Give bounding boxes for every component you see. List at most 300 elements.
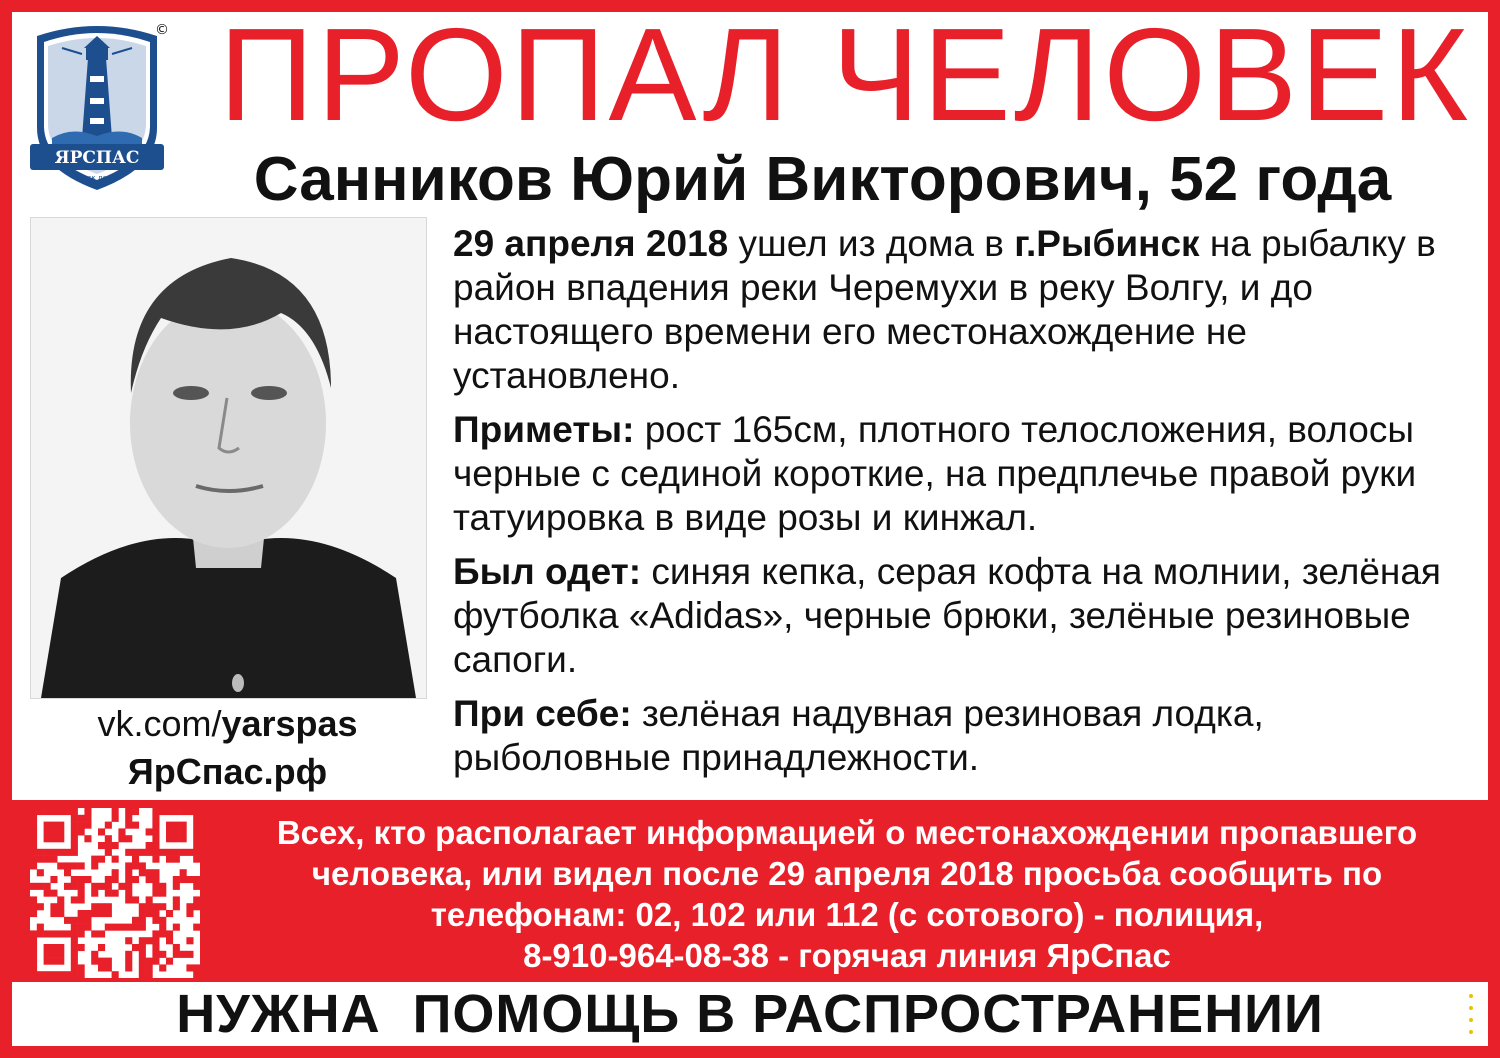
qr-module — [57, 896, 64, 903]
qr-module — [105, 876, 112, 883]
qr-module — [64, 849, 71, 856]
qr-module — [173, 924, 180, 931]
qr-module — [98, 903, 105, 910]
qr-module — [44, 849, 51, 856]
qr-module — [30, 849, 37, 856]
qr-module — [37, 924, 44, 931]
qr-module — [152, 930, 159, 937]
qr-module — [84, 910, 91, 917]
qr-module — [78, 876, 85, 883]
qr-module — [71, 924, 78, 931]
qr-module — [91, 862, 98, 869]
qr-module — [146, 964, 153, 971]
qr-module — [105, 890, 112, 897]
qr-module — [193, 822, 200, 829]
logo-tagline: поиск детей — [74, 174, 120, 182]
qr-module — [84, 815, 91, 822]
qr-module — [180, 876, 187, 883]
qr-module — [152, 910, 159, 917]
qr-module — [125, 822, 132, 829]
qr-module — [125, 835, 132, 842]
qr-module — [105, 849, 112, 856]
qr-module — [152, 808, 159, 815]
appeal-line-3: телефонам: 02, 102 или 112 (с сотового) - полиция, — [430, 896, 1264, 933]
qr-module — [152, 822, 159, 829]
qr-module — [159, 924, 166, 931]
qr-module — [193, 903, 200, 910]
qr-module — [78, 924, 85, 931]
qr-module — [180, 869, 187, 876]
qr-module — [44, 944, 51, 951]
qr-module — [78, 917, 85, 924]
qr-module — [152, 842, 159, 849]
qr-module — [44, 930, 51, 937]
qr-module — [98, 964, 105, 971]
circumstances-text-a: ушел из дома в — [728, 223, 1015, 264]
qr-module — [152, 815, 159, 822]
qr-module — [166, 822, 173, 829]
qr-module — [132, 876, 139, 883]
hotline-text: - горячая линия ЯрСпас — [768, 937, 1171, 974]
qr-module — [78, 883, 85, 890]
description — [453, 222, 1483, 790]
qr-module — [78, 828, 85, 835]
qr-module — [64, 862, 71, 869]
qr-module — [173, 903, 180, 910]
vk-prefix: vk.com/ — [97, 703, 222, 744]
qr-module — [37, 930, 44, 937]
qr-module — [173, 849, 180, 856]
qr-module — [159, 964, 166, 971]
poster-title: ПРОПАЛ ЧЕЛОВЕК — [218, 1, 1472, 148]
qr-module — [50, 951, 57, 958]
qr-module — [44, 958, 51, 965]
qr-module — [112, 856, 119, 863]
qr-module — [125, 924, 132, 931]
appeal-line-1: Всех, кто располагает информацией о местонахождении пропавшего — [276, 814, 1418, 851]
qr-module — [186, 876, 193, 883]
qr-module — [193, 849, 200, 856]
qr-module — [146, 971, 153, 978]
qr-module — [146, 903, 153, 910]
qr-module — [78, 890, 85, 897]
qr-module — [159, 890, 166, 897]
qr-module — [173, 951, 180, 958]
qr-module — [193, 835, 200, 842]
qr-module — [152, 890, 159, 897]
qr-module — [193, 808, 200, 815]
qr-module — [78, 815, 85, 822]
qr-module — [78, 822, 85, 829]
qr-module — [166, 835, 173, 842]
qr-module — [146, 937, 153, 944]
qr-module — [64, 808, 71, 815]
qr-module — [78, 971, 85, 978]
hotline-number[interactable]: 8-910-964-08-38 — [523, 937, 769, 974]
qr-module — [57, 971, 64, 978]
qr-module — [118, 835, 125, 842]
qr-module — [37, 971, 44, 978]
qr-module — [78, 910, 85, 917]
qr-module — [84, 835, 91, 842]
qr-module — [193, 896, 200, 903]
qr-module — [91, 930, 98, 937]
copyright-mark: © — [155, 22, 169, 38]
qr-module — [78, 862, 85, 869]
qr-module — [37, 903, 44, 910]
qr-module — [71, 917, 78, 924]
qr-module — [159, 883, 166, 890]
qr-module — [152, 869, 159, 876]
qr-module — [30, 808, 37, 815]
qr-module — [91, 883, 98, 890]
qr-module — [132, 856, 139, 863]
qr-module — [84, 876, 91, 883]
qr-module — [78, 964, 85, 971]
qr-module — [139, 849, 146, 856]
qr-module — [71, 937, 78, 944]
qr-module — [105, 903, 112, 910]
qr-module — [37, 808, 44, 815]
qr-module — [112, 815, 119, 822]
description-clothes — [453, 550, 1483, 682]
qr-module — [152, 958, 159, 965]
qr-module — [44, 828, 51, 835]
qr-module — [30, 910, 37, 917]
qr-module — [112, 890, 119, 897]
person-photo — [30, 217, 427, 699]
yarspas-logo — [22, 18, 172, 198]
person-name: Санников Юрий Викторович, 52 года — [253, 145, 1392, 214]
qr-module — [84, 917, 91, 924]
qr-module — [112, 971, 119, 978]
qr-module — [57, 910, 64, 917]
qr-module — [71, 835, 78, 842]
qr-module — [105, 822, 112, 829]
qr-module — [132, 924, 139, 931]
qr-module — [173, 883, 180, 890]
qr-module — [44, 890, 51, 897]
qr-module — [84, 822, 91, 829]
qr-module — [193, 856, 200, 863]
belongings-text: зелёная надувная резиновая лодка, рыболовные принадлежности. — [453, 693, 1264, 778]
qr-module — [84, 924, 91, 931]
qr-module — [30, 958, 37, 965]
qr-module — [139, 903, 146, 910]
qr-module — [57, 930, 64, 937]
qr-module — [50, 876, 57, 883]
qr-module — [57, 862, 64, 869]
qr-module — [57, 903, 64, 910]
vk-link[interactable] — [30, 702, 425, 746]
qr-module — [125, 951, 132, 958]
qr-module — [50, 958, 57, 965]
qr-module — [139, 964, 146, 971]
qr-module — [98, 883, 105, 890]
qr-module — [30, 815, 37, 822]
qr-module — [173, 876, 180, 883]
qr-module — [57, 849, 64, 856]
signs-label: Приметы: — [453, 409, 635, 450]
qr-module — [91, 890, 98, 897]
qr-module — [37, 883, 44, 890]
qr-module — [193, 815, 200, 822]
qr-module — [152, 835, 159, 842]
qr-module — [166, 910, 173, 917]
qr-module — [57, 944, 64, 951]
qr-module — [71, 883, 78, 890]
qr-module — [152, 937, 159, 944]
qr-module — [78, 944, 85, 951]
qr-module — [152, 944, 159, 951]
qr-module — [57, 835, 64, 842]
qr-module — [193, 924, 200, 931]
qr-module — [30, 930, 37, 937]
qr-module — [125, 937, 132, 944]
qr-module — [44, 808, 51, 815]
qr-module — [193, 828, 200, 835]
qr-module — [152, 828, 159, 835]
qr-module — [146, 910, 153, 917]
qr-module — [180, 822, 187, 829]
qr-module — [37, 869, 44, 876]
qr-module — [166, 937, 173, 944]
qr-module — [146, 958, 153, 965]
qr-module — [71, 958, 78, 965]
qr-module — [152, 903, 159, 910]
qr-module — [173, 896, 180, 903]
qr-module — [180, 951, 187, 958]
qr-module — [112, 924, 119, 931]
qr-module — [180, 835, 187, 842]
help-banner: НУЖНА ПОМОЩЬ В РАСПРОСТРАНЕНИИ — [176, 984, 1324, 1044]
qr-module — [112, 876, 119, 883]
qr-module — [71, 951, 78, 958]
qr-module — [30, 862, 37, 869]
qr-module — [112, 842, 119, 849]
qr-module — [118, 924, 125, 931]
qr-module — [91, 856, 98, 863]
qr-module — [30, 903, 37, 910]
qr-module — [125, 815, 132, 822]
qr-module — [105, 842, 112, 849]
qr-module — [125, 849, 132, 856]
qr-module — [146, 842, 153, 849]
qr-module — [139, 862, 146, 869]
qr-module — [193, 876, 200, 883]
qr-module — [98, 856, 105, 863]
qr-module — [166, 930, 173, 937]
qr-module — [98, 910, 105, 917]
qr-module — [173, 808, 180, 815]
qr-module — [118, 883, 125, 890]
qr-module — [84, 808, 91, 815]
qr-module — [146, 869, 153, 876]
qr-module — [125, 808, 132, 815]
qr-module — [57, 828, 64, 835]
qr-module — [64, 930, 71, 937]
qr-module — [180, 808, 187, 815]
qr-module — [118, 828, 125, 835]
qr-module — [139, 958, 146, 965]
qr-module — [186, 910, 193, 917]
qr-module — [139, 869, 146, 876]
qr-module — [64, 883, 71, 890]
qr-module — [44, 951, 51, 958]
appeal-text — [212, 812, 1482, 976]
qr-module — [166, 856, 173, 863]
qr-module — [132, 896, 139, 903]
qr-module — [186, 937, 193, 944]
qr-module — [152, 951, 159, 958]
qr-module — [50, 822, 57, 829]
qr-module — [132, 862, 139, 869]
qr-module — [139, 951, 146, 958]
qr-module — [139, 910, 146, 917]
clothes-label: Был одет: — [453, 551, 642, 592]
qr-module — [105, 958, 112, 965]
qr-module — [30, 842, 37, 849]
qr-module — [105, 910, 112, 917]
qr-module — [91, 910, 98, 917]
qr-module — [57, 951, 64, 958]
qr-module — [166, 828, 173, 835]
appeal-line-2: человека, или видел после 29 апреля 2018 просьба сообщить по — [311, 855, 1383, 892]
qr-module — [125, 869, 132, 876]
qr-module — [159, 903, 166, 910]
qr-module — [105, 883, 112, 890]
qr-module — [173, 856, 180, 863]
qr-module — [71, 808, 78, 815]
city: г.Рыбинск — [1014, 223, 1200, 264]
qr-module — [91, 903, 98, 910]
qr-module — [71, 876, 78, 883]
qr-module — [30, 828, 37, 835]
vk-handle: yarspas — [221, 703, 358, 744]
logo-text: ЯРСПАС — [54, 148, 140, 168]
qr-module — [105, 924, 112, 931]
qr-module — [193, 971, 200, 978]
qr-module — [71, 944, 78, 951]
qr-module — [166, 849, 173, 856]
qr-module — [180, 828, 187, 835]
qr-module — [30, 971, 37, 978]
description-signs — [453, 408, 1483, 540]
qr-module — [193, 964, 200, 971]
qr-module — [173, 822, 180, 829]
qr-module — [30, 835, 37, 842]
qr-module — [71, 930, 78, 937]
qr-module — [44, 835, 51, 842]
qr-module — [71, 849, 78, 856]
qr-module — [173, 944, 180, 951]
qr-module — [139, 971, 146, 978]
qr-module — [186, 951, 193, 958]
qr-module — [71, 971, 78, 978]
qr-module — [146, 876, 153, 883]
qr-module — [64, 869, 71, 876]
qr-module — [98, 958, 105, 965]
qr-module — [64, 971, 71, 978]
qr-module — [132, 822, 139, 829]
qr-module — [30, 951, 37, 958]
qr-module — [37, 849, 44, 856]
qr-module — [139, 924, 146, 931]
qr-module — [71, 862, 78, 869]
qr-module — [44, 856, 51, 863]
qr-module — [125, 890, 132, 897]
qr-module — [50, 849, 57, 856]
qr-module — [173, 828, 180, 835]
qr-module — [50, 808, 57, 815]
qr-module — [50, 856, 57, 863]
qr-module — [152, 883, 159, 890]
qr-module — [186, 849, 193, 856]
qr-module — [50, 944, 57, 951]
qr-module — [159, 930, 166, 937]
qr-module — [186, 903, 193, 910]
site-link[interactable]: ЯрСпас.рф — [127, 751, 328, 792]
qr-module — [98, 828, 105, 835]
qr-module — [30, 896, 37, 903]
qr-module — [71, 842, 78, 849]
qr-module — [57, 958, 64, 965]
signs-text: рост 165см, плотного телосложения, волосы черные с сединой короткие, на предплечье правой руки татуировка в виде розы и кинжал. — [453, 409, 1417, 538]
qr-module — [30, 883, 37, 890]
qr-module — [132, 944, 139, 951]
description-circumstances — [453, 222, 1483, 398]
qr-module — [125, 876, 132, 883]
qr-module — [132, 849, 139, 856]
qr-module — [105, 835, 112, 842]
qr-module — [98, 944, 105, 951]
qr-module — [50, 910, 57, 917]
clothes-text: синяя кепка, серая кофта на молнии, зелёная футболка «Adidas», черные брюки, зелёные резиновые сапоги. — [453, 551, 1441, 680]
qr-module — [44, 883, 51, 890]
qr-module — [166, 808, 173, 815]
qr-module — [30, 944, 37, 951]
belongings-label: При себе: — [453, 693, 632, 734]
qr-module — [193, 842, 200, 849]
appeal-line-4 — [212, 935, 1482, 976]
qr-module — [125, 958, 132, 965]
qr-module — [159, 951, 166, 958]
qr-module — [152, 849, 159, 856]
qr-module — [159, 808, 166, 815]
qr-module — [44, 822, 51, 829]
qr-module — [30, 937, 37, 944]
qr-module — [50, 828, 57, 835]
qr-module — [193, 883, 200, 890]
qr-module — [152, 876, 159, 883]
qr-module — [30, 822, 37, 829]
qr-module — [71, 964, 78, 971]
qr-module — [186, 964, 193, 971]
qr-module — [50, 903, 57, 910]
qr-module — [159, 917, 166, 924]
qr-module — [186, 808, 193, 815]
qr-module — [71, 828, 78, 835]
qr-code[interactable] — [30, 808, 200, 978]
qr-module — [57, 808, 64, 815]
qr-module — [105, 964, 112, 971]
qr-module — [132, 917, 139, 924]
qr-module — [132, 808, 139, 815]
qr-module — [91, 958, 98, 965]
qr-module — [71, 822, 78, 829]
qr-module — [50, 835, 57, 842]
missing-date: 29 апреля 2018 — [453, 223, 729, 264]
